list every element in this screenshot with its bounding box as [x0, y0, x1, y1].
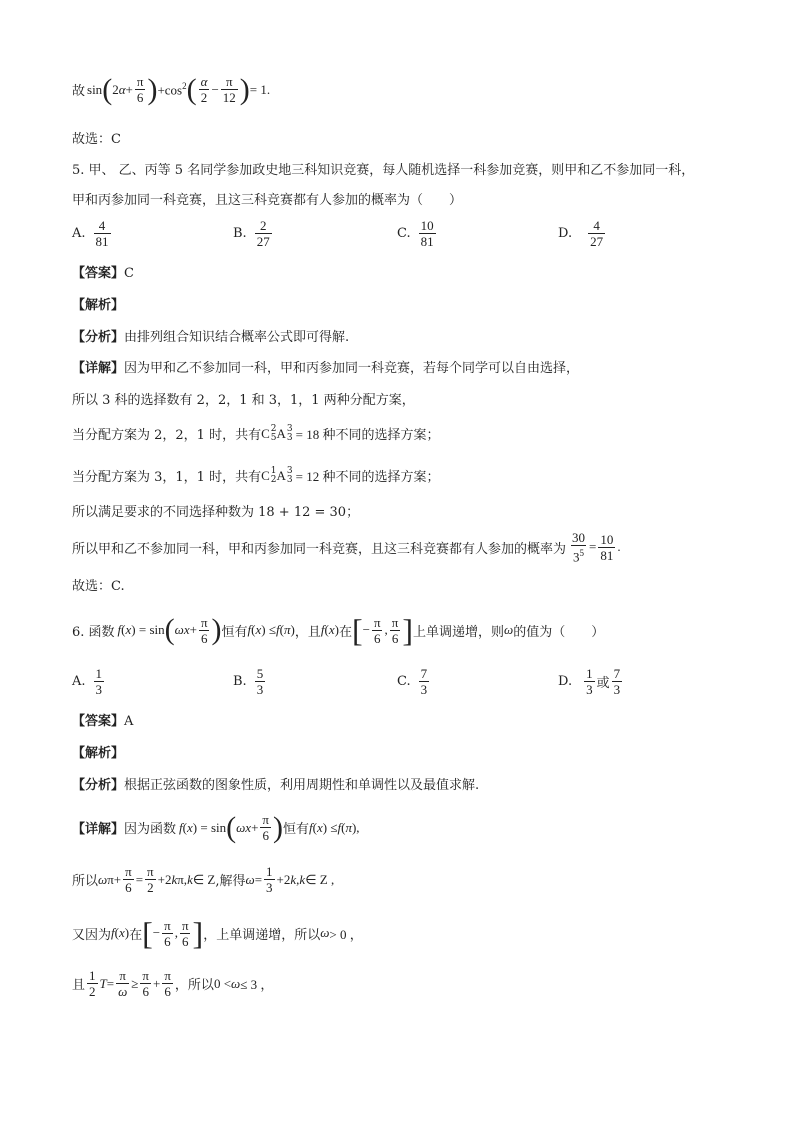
q6-xiangjie: 【详解】 因为函数 f ( x ) = sin ( ωx + $\frac{\pi}{6}$ ) 恒有 f ( x ) ≤ f ( π ), [72, 810, 360, 844]
q6-option-c[interactable] [397, 666, 431, 697]
option-num: 1 [95, 666, 103, 681]
answer-value: A [124, 714, 134, 729]
option-num: 4 [98, 218, 106, 233]
top-formula: 故 sin ( 2 α + $\frac{\pi}{6}$ ) $+\cos^2$ ( $\frac{\alpha}{2}$ − $\frac{\pi}{12}$ ) = 1. [72, 72, 271, 106]
q5-line4: 当分配方案为 3，1，1 时，共有 C 1 2 A 3 3 = 12 种不同的选择方案； [72, 465, 440, 485]
xiangjie-tag: 【详解】 [72, 361, 125, 376]
option-label: C. [397, 226, 411, 241]
fenxi-text: 由排列组合知识结合概率公式即可得解. [124, 330, 350, 345]
q5-option-c[interactable] [397, 218, 438, 249]
option-num: 2 [259, 218, 267, 233]
q6-line4-pre: 且 [72, 978, 86, 993]
fenxi-tag: 【分析】 [72, 778, 125, 793]
q5-option-d[interactable] [558, 218, 607, 249]
option-label: C. [397, 674, 411, 689]
option-den: 3 [256, 682, 264, 697]
q5-line6: 所以甲和乙不参加同一科，甲和丙参加同一科竞赛，且这三科竞赛都有人参加的概率为 $\frac{30}{3^5}$ = $\frac{10}{81}$ . [72, 530, 621, 565]
answer-tag: 【答案】 [72, 714, 125, 729]
xiangjie-tag: 【详解】 [72, 822, 125, 837]
option-den: 3 [95, 682, 103, 697]
q6-line2-mid: ,解得 [215, 874, 246, 889]
q5-line6-num1: 30 [572, 530, 586, 545]
option-num: 5 [256, 666, 264, 681]
q6-stem-end: 的值为（ ） [513, 624, 605, 640]
q5-line4-pre: 当分配方案为 3，1，1 时，共有 [72, 470, 262, 485]
fenxi-tag: 【分析】 [72, 330, 125, 345]
option-label: D. [558, 226, 573, 241]
fenxi-text: 根据正弦函数的图象性质，利用周期性和单调性以及最值求解. [124, 778, 480, 793]
q6-line3-post: ，上单调递增，所以 [203, 927, 321, 943]
option-den2: 3 [613, 682, 621, 697]
q5-line3: 当分配方案为 2，2，1 时，共有 C 2 5 A 3 3 = 18 种不同的选择方案； [72, 423, 440, 443]
option-den: 3 [420, 682, 428, 697]
answer-tag: 【答案】 [72, 266, 125, 281]
q6-option-b[interactable] [233, 666, 267, 697]
q6-answer [72, 713, 133, 731]
q5-line2: 所以 3 科的选择数有 2，2，1 和 3，1，1 两种分配方案， [72, 393, 415, 408]
top-formula-prefix: 故 [72, 84, 86, 99]
q5-line5: 所以满足要求的不同选择种数为 18 + 12 = 30； [72, 505, 360, 520]
q5-line6-num2: 10 [600, 531, 614, 547]
q5-line3-pre: 当分配方案为 2，2，1 时，共有 [72, 428, 262, 443]
q5-answer [72, 265, 134, 283]
q6-line3: 又因为 f ( x ) 在 [ − $\frac{\pi}{6}$ , $\frac{\pi}{6}$ ] ，上单调递增，所以 ω > 0 ， [72, 915, 363, 951]
option-label: A. [72, 674, 86, 689]
prev-answer: 故选：C [72, 132, 121, 147]
xiangjie-text: 因为甲和乙不参加同一科，甲和丙参加同一科竞赛，若每个同学可以自由选择， [124, 361, 580, 376]
q6-option-d[interactable] [558, 666, 624, 697]
option-label: B. [233, 674, 247, 689]
q5-final: 故选：C. [72, 579, 125, 594]
answer-value: C [124, 266, 134, 281]
q5-stem-line1: 5. 甲、 乙、丙等 5 名同学参加政史地三科知识竞赛，每人随机选择一科参加竞赛，则甲和乙不参加同一科， [72, 163, 695, 178]
q6-line4-post: ，所以 [174, 978, 214, 993]
option-num2: 7 [613, 666, 621, 681]
q6-stem-mid3: 在 [338, 624, 352, 640]
q6-fenxi [72, 777, 479, 795]
option-den: 81 [95, 234, 109, 249]
option-label: D. [558, 674, 573, 689]
q5-line6-den2: 81 [600, 547, 614, 563]
q5-xiangjie [72, 360, 579, 378]
option-den: 3 [586, 682, 593, 697]
q6-analysis-tag: 【解析】 [72, 746, 125, 761]
option-label: A. [72, 226, 86, 241]
q6-stem-post: 上单调递增，则 [413, 624, 505, 640]
option-num: 10 [420, 218, 434, 233]
q5-analysis-tag: 【解析】 [72, 298, 125, 313]
q6-line3-mid: 在 [129, 927, 143, 943]
q6-stem-mid1: 恒有 [221, 624, 248, 640]
q5-line6-pre: 所以甲和乙不参加同一科，甲和丙参加同一科竞赛，且这三科竞赛都有人参加的概率为 [72, 541, 567, 557]
q6-option-a[interactable] [72, 666, 106, 697]
q5-stem-line2: 甲和丙参加同一科竞赛，且这三科竞赛都有人参加的概率为（ ） [72, 193, 463, 208]
q5-option-a[interactable] [72, 218, 113, 249]
q6-line2-pre: 所以 [72, 874, 99, 889]
top-formula-suffix: = 1. [249, 81, 271, 97]
q6-stem: 6. 函数 f ( x ) = sin ( ωx + $\frac{\pi}{6}$ ) 恒有 f ( x ) ≤ f ( π ) ，且 f ( x ) 在 [ − $\frac{\pi}{6}$ , $\frac{\pi}{6}$ ] 上单调递增，则 ω 的值为（ ） [72, 612, 605, 648]
q5-fenxi [72, 329, 349, 347]
q6-line2: 所以 ω π+ $\frac{\pi}{6}$ = $\frac{\pi}{2}$ +2 k π, k ∈ Z ,解得 ω = $\frac{1}{3}$ +2 k , k ∈ Z , [72, 864, 335, 895]
option-or: 或 [596, 676, 610, 691]
q5-option-b[interactable] [233, 218, 274, 249]
q6-line3-pre: 又因为 [72, 927, 112, 943]
xiangjie-pre: 因为函数 [124, 822, 177, 837]
option-num: 7 [420, 666, 428, 681]
option-num: 4 [593, 218, 600, 233]
q6-stem-mid2: ，且 [294, 624, 321, 640]
option-label: B. [233, 226, 247, 241]
option-den: 27 [256, 234, 270, 249]
q5-line4-post: = 12 种不同的选择方案； [295, 469, 440, 484]
option-num: 1 [586, 666, 593, 681]
q6-stem-pre: 6. 函数 [72, 624, 115, 640]
q6-line4: 且 $\frac{1}{2}$ T = $\frac{\pi}{\omega}$ ≥ $\frac{\pi}{6}$ + $\frac{\pi}{6}$ ，所以 0 < ω ≤ 3 ， [72, 968, 274, 999]
q5-line3-post: = 18 种不同的选择方案； [295, 427, 440, 442]
option-den: 27 [590, 234, 604, 249]
xiangjie-mid: 恒有 [283, 822, 310, 837]
option-den: 81 [420, 234, 434, 249]
